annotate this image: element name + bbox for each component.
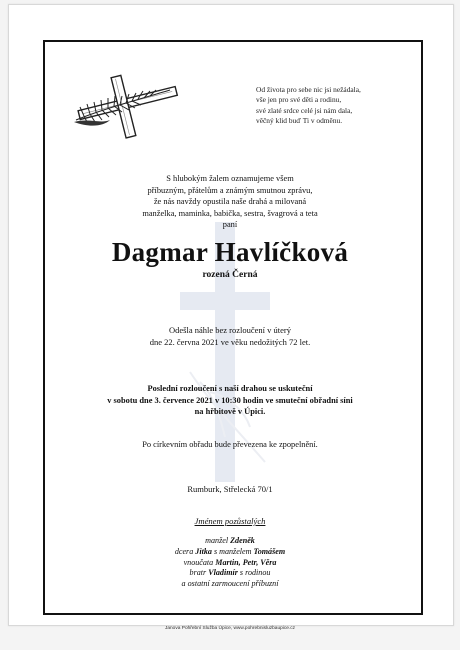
funeral-service-footer: Janova Pohřební Služba Úpice, www.pohrebnisluzbaupice.cz <box>164 626 296 631</box>
intro-line: příbuzným, přátelům a známým smutnou zprávu, <box>147 185 313 195</box>
poem-line: své zlaté srdce celé jsi nám dala, <box>256 105 353 115</box>
poem-line: vše jen pro své děti a rodinu, <box>256 95 342 105</box>
maiden-name: rozená Černá <box>202 270 258 280</box>
funeral-line: v sobotu dne 3. července 2021 v 10:30 hodin ve smuteční obřadní síni <box>107 395 353 405</box>
mourner-line: bratr Vladimír s rodinou <box>189 568 271 578</box>
death-line: Odešla náhle bez rozloučení v úterý <box>168 325 292 335</box>
mourner-line: manžel Zdeněk <box>205 536 255 545</box>
intro-line: S hlubokým žalem oznamujeme všem <box>166 174 294 183</box>
mourner-line: dcera Jitka s manželem Tomášem <box>174 546 286 556</box>
on-behalf-heading: Jménem pozůstalých <box>194 516 266 526</box>
intro-line: paní <box>222 220 238 229</box>
announcement-intro <box>40 173 420 231</box>
cross-with-palm-icon <box>70 68 188 140</box>
death-line: dne 22. června 2021 ve věku nedožitých 72 let. <box>149 336 311 347</box>
intro-line: manželka, maminka, babička, sestra, švagrová a teta <box>142 208 318 218</box>
mourners-list <box>40 536 420 590</box>
poem-line: věčný klid buď Ti v odměnu. <box>256 115 343 125</box>
funeral-line: na hřbitově v Úpici. <box>194 407 266 416</box>
cremation-note: Po církevním obřadu bude převezena ke zpopelnění. <box>142 440 318 449</box>
intro-line: že nás navždy opustila naše drahá a milovaná <box>153 197 307 206</box>
funeral-details <box>40 383 420 418</box>
funeral-line: Poslední rozloučení s naší drahou se uskuteční <box>147 384 313 393</box>
mourner-line: a ostatní zarmoucení příbuzní <box>181 579 279 589</box>
death-notice <box>40 325 420 348</box>
deceased-name: Dagmar Havlíčková <box>111 237 349 267</box>
poem-line: Od života pro sebe nic jsi nežádala, <box>256 85 361 94</box>
address: Rumburk, Střelecká 70/1 <box>187 484 273 494</box>
mourner-line: vnoučata Martin, Petr, Věra <box>183 557 277 567</box>
memorial-poem <box>256 85 396 126</box>
